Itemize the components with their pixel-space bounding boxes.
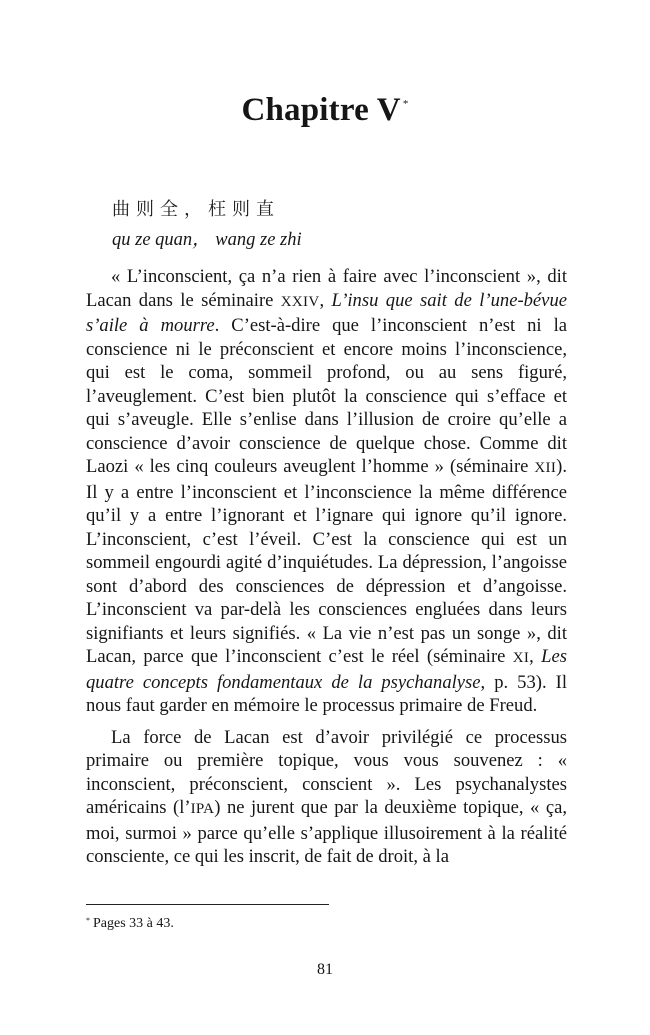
footnote-marker: *: [86, 916, 90, 925]
page-number: 81: [317, 961, 333, 978]
italic-text: L’insu que sait de l’une-bévue s’aile à mourre: [86, 289, 567, 336]
text-run: La force de Lacan est d’avoir privilégié ce processus primaire ou première topique, vous vous souvenez : « inconscient, préconscient, conscient ». Les psychanalystes américains (l’: [86, 726, 567, 818]
chapter-title: [0, 92, 650, 129]
small-caps-text: XII: [534, 460, 557, 476]
text-run: , p. 53). Il nous faut garder en mémoire le processus primaire de Freud.: [86, 671, 567, 716]
footnote-divider: [86, 904, 329, 905]
text-run: ). Il y a entre l’inconscient et l’inconscience la même différence qu’il y a entre l’ignorant et l’ignare qui ignore qu’il ignore. L’inconscient, c’est l’éveil. C’est la conscience qui est un sommeil engourdi agité d’inquiétudes. La dépression, l’angoisse sont d’abord des consciences de dépression et d’angoisse. L’inconscient va par-delà les consciences engluées dans leurs signifiants et leurs signifiés. « La vie n’est pas un songe », dit Lacan, parce que l’inconscient c’est le réel (séminaire: [86, 456, 567, 667]
text-run: . C’est-à-dire que l’inconscient n’est ni la conscience ni le préconscient et encore moins l’inconscience, qui est le coma, sommeil profond, ou au sens figuré, l’aveuglement. C’est bien plutôt la conscience qui s’efface et qui s’aveugle. Elle s’enlise dans l’illusion de croire qu’elle a conscience d’avoir conscience de quelque chose. Comme dit Laozi « les cinq couleurs aveuglent l’homme » (séminaire: [86, 315, 567, 477]
epigraph-chinese: 曲则全，枉则直: [112, 199, 280, 220]
paragraph: [86, 726, 567, 869]
body-text: [86, 265, 567, 877]
italic-text: Les quatre concepts fondamentaux de la psychanalyse: [86, 646, 567, 693]
small-caps-text: IPA: [190, 801, 215, 817]
text-run: ,: [319, 289, 332, 311]
small-caps-text: XXIV: [280, 293, 320, 310]
small-caps-text: XI: [512, 650, 530, 666]
footnote: [86, 916, 174, 932]
text-run: ,: [529, 646, 542, 667]
text-run: « L’inconscient, ça n’a rien à faire avec l’inconscient », dit Lacan dans le séminaire: [86, 266, 567, 311]
paragraph: [86, 265, 567, 718]
footnote-text: Pages 33 à 43.: [93, 916, 174, 931]
epigraph: [112, 196, 572, 254]
chapter-footnote-marker: *: [402, 98, 409, 110]
epigraph-pinyin: qu ze quan， wang ze zhi: [112, 230, 302, 250]
text-run: ) ne jurent que par la deuxième topique, « ça, moi, surmoi » parce qu’elle s’applique illusoirement à la réalité consciente, ce qui les inscrit, de fait de droit, à la: [86, 797, 567, 867]
chapter-title-text: Chapitre V: [241, 92, 401, 128]
